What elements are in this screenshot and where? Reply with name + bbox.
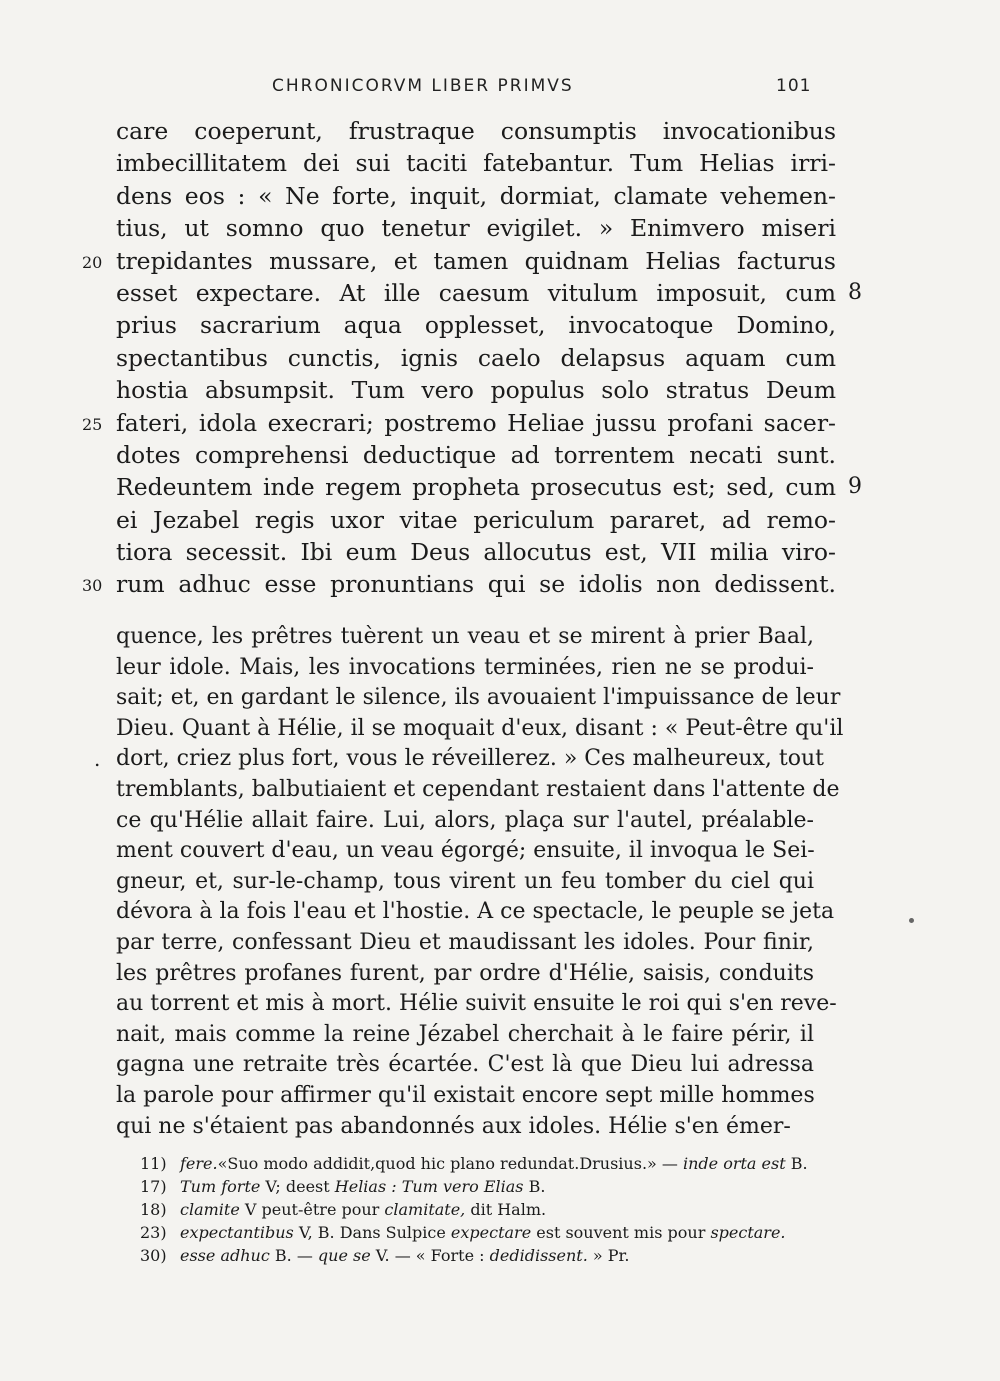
footnote-number: 18)	[140, 1200, 167, 1219]
latin-line: prius sacrarium aqua opplesset, invocatoque Domino,	[116, 311, 836, 340]
footnote-italic-text: spectare.	[710, 1223, 786, 1242]
french-line: ce qu'Hélie allait faire. Lui, alors, plaça sur l'autel, préalable-	[116, 807, 814, 833]
latin-line: ei Jezabel regis uxor vitae periculum pararet, ad remo-	[116, 505, 836, 534]
french-line: par terre, confessant Dieu et maudissant les idoles. Pour finir,	[116, 929, 814, 955]
french-line: qui ne s'étaient pas abandonnés aux idoles. Hélie s'en émer-	[116, 1113, 791, 1139]
footnote-italic-text: esse adhuc	[180, 1246, 270, 1265]
footnote-number: 23)	[140, 1223, 167, 1242]
latin-line: imbecillitatem dei sui taciti fatebantur. Tum Helias irri-	[116, 149, 836, 178]
french-line: au torrent et mis à mort. Hélie suivit ensuite le roi qui s'en reve-	[116, 991, 837, 1017]
latin-text-block	[82, 115, 862, 601]
latin-line: dens eos : « Ne forte, inquit, dormiat, clamate vehemen-	[116, 181, 836, 210]
footnote-text: B.	[523, 1177, 546, 1196]
french-line: la parole pour affirmer qu'il existait encore sept mille hommes	[116, 1082, 815, 1108]
french-line: gagna une retraite très écartée. C'est là que Dieu lui adressa	[116, 1052, 814, 1078]
footnote-italic-text: dedidissent.	[489, 1246, 588, 1265]
footnotes-block	[140, 1152, 830, 1267]
footnote-text: V. — « Forte :	[370, 1246, 490, 1265]
latin-line: dotes comprehensi deductique ad torrentem necati sunt.	[116, 440, 836, 469]
footnote-text: B. —	[269, 1246, 318, 1265]
footnote	[140, 1175, 830, 1198]
latin-line: hostia absumpsit. Tum vero populus solo stratus Deum	[116, 376, 836, 405]
footnote-italic-text: expectantibus	[180, 1223, 294, 1242]
footnote-italic-text: fere.	[180, 1154, 218, 1173]
footnote	[140, 1198, 830, 1221]
running-header	[0, 76, 1000, 100]
chapter-number: 8	[848, 279, 862, 305]
footnote	[140, 1221, 830, 1244]
footnote-text: est souvent mis pour	[531, 1223, 711, 1242]
footnote-number: 30)	[140, 1246, 167, 1265]
running-title: CHRONICORVM LIBER PRIMVS	[272, 76, 574, 96]
footnote-text: » Pr.	[587, 1246, 630, 1265]
chapter-number: 9	[848, 474, 862, 500]
line-number: 25	[82, 414, 103, 434]
latin-line: fateri, idola execrari; postremo Heliae jussu profani sacer- 25	[116, 407, 836, 439]
footnote-italic-text: clamitate,	[384, 1200, 466, 1219]
ink-speck	[909, 918, 914, 923]
line-number: 20	[82, 252, 103, 272]
latin-line: spectantibus cunctis, ignis caelo delapsus aquam cum	[116, 343, 836, 372]
french-line: dévora à la fois l'eau et l'hostie. A ce spectacle, le peuple se jeta	[116, 899, 835, 925]
footnote-italic-text: expectare	[450, 1223, 532, 1242]
footnote-text: V; deest	[260, 1177, 335, 1196]
footnote-italic-text: Tum forte	[180, 1177, 261, 1196]
french-line: les prêtres profanes furent, par ordre d'Hélie, saisis, conduits	[116, 960, 814, 986]
latin-line: esset expectare. At ille caesum vitulum imposuit, cum 8	[116, 278, 862, 307]
latin-line: rum adhuc esse pronuntians qui se idolis non dedissent. 30	[116, 568, 836, 600]
latin-line: care coeperunt, frustraque consumptis invocationibus	[116, 117, 836, 145]
footnote-text: B.	[785, 1154, 808, 1173]
footnote-italic-text: que se	[317, 1246, 371, 1265]
latin-line: tiora secessit. Ibi eum Deus allocutus est, VII milia viro-	[116, 538, 836, 567]
footnote-text: V, B. Dans Sulpice	[293, 1223, 451, 1242]
footnote	[140, 1244, 830, 1267]
footnote-italic-text: Helias : Tum vero Elias	[334, 1177, 524, 1196]
page-number: 101	[776, 76, 812, 96]
footnote-text: dit Halm.	[465, 1200, 547, 1219]
french-line: gneur, et, sur-le-champ, tous virent un feu tomber du ciel qui	[116, 868, 814, 894]
french-translation-block	[94, 622, 844, 1142]
french-line: nait, mais comme la reine Jézabel cherchait à le faire périr, il	[116, 1021, 814, 1047]
line-number: 30	[82, 576, 103, 596]
footnote-number: 17)	[140, 1177, 167, 1196]
latin-line: tius, ut somno quo tenetur evigilet. » Enimvero miseri	[116, 214, 836, 243]
french-line: sait; et, en gardant le silence, ils avouaient l'impuissance de leur	[116, 685, 841, 711]
footnote-italic-text: inde orta est	[682, 1154, 786, 1173]
footnote-text: «Suo modo addidit,quod hic plano redundat.Drusius.» —	[217, 1154, 683, 1173]
french-line: tremblants, balbutiaient et cependant restaient dans l'attente de	[116, 776, 840, 802]
footnote-italic-text: clamite	[180, 1200, 240, 1219]
french-line: leur idole. Mais, les invocations terminées, rien ne se produi-	[116, 654, 814, 680]
margin-mark: .	[94, 747, 101, 772]
french-line: ment couvert d'eau, un veau égorgé; ensuite, il invoqua le Sei-	[116, 838, 815, 864]
french-line: dort, criez plus fort, vous le réveillerez. » Ces malheureux, tout .	[116, 744, 814, 775]
latin-line: Redeuntem inde regem propheta prosecutus est; sed, cum 9	[116, 473, 862, 502]
french-line: quence, les prêtres tuèrent un veau et se mirent à prier Baal,	[116, 624, 814, 649]
french-line: Dieu. Quant à Hélie, il se moquait d'eux, disant : « Peut-être qu'il	[116, 715, 844, 741]
footnote	[140, 1152, 830, 1175]
footnote-number: 11)	[140, 1154, 167, 1173]
footnote-text: V peut-être pour	[239, 1200, 385, 1219]
latin-line: trepidantes mussare, et tamen quidnam Helias facturus 20	[116, 245, 836, 277]
